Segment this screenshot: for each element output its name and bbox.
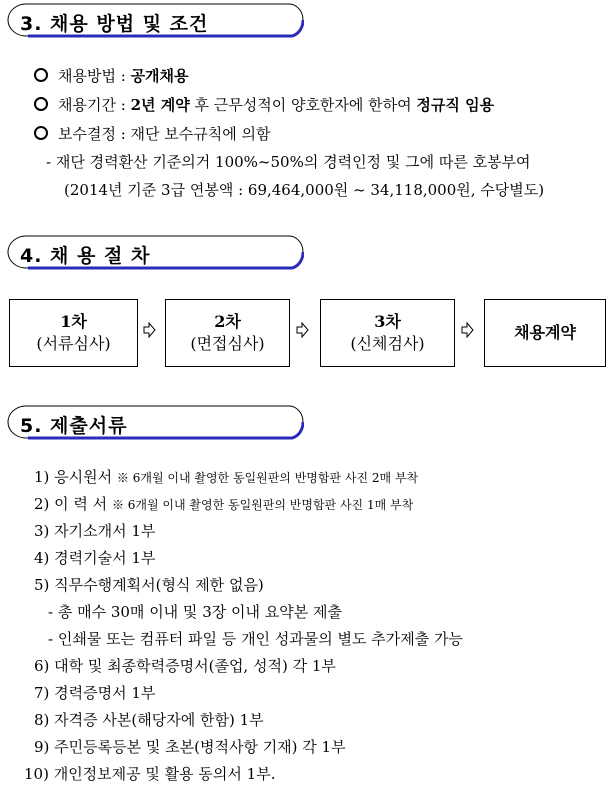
arrow-right-icon [461,322,474,338]
document-item: 4) 경력기술서 1부 [34,549,156,567]
condition-item: 보수결정 : 재단 보수규칙에 의함 [34,124,271,144]
document-item: 10) 개인정보제공 및 활용 동의서 1부. [24,765,276,783]
step-desc: (면접심사) [190,334,265,353]
step-number: 채용계약 [514,323,576,342]
document-item: 1) 응시원서 ※ 6개월 이내 촬영한 동일원판의 반명함판 사진 2매 부착 [34,468,419,486]
condition-sub: - 재단 경력환산 기준의거 100%~50%의 경력인정 및 그에 따른 호봉부여 [46,153,531,171]
process-step [320,299,455,367]
document-item: 9) 주민등록등본 및 초본(병적사항 기재) 각 1부 [34,738,346,756]
process-step [165,299,290,367]
document-item: 2) 이 력 서 ※ 6개월 이내 촬영한 동일원판의 반명함판 사진 1매 부착 [34,495,414,513]
document-item: 8) 자격증 사본(해당자에 한함) 1부 [34,711,264,729]
arrow-right-icon [143,322,156,338]
step-desc: (신체검사) [350,334,425,353]
arrow-right-icon [296,322,309,338]
step-number: 2차 [214,312,241,331]
document-sub-item: - 총 매수 30매 이내 및 3장 이내 요약본 제출 [48,603,342,621]
process-step [484,299,606,367]
section-title: 3. 채용 방법 및 조건 [20,13,209,35]
section-5-header [6,405,302,439]
step-number: 3차 [374,312,401,331]
document-item: 3) 자기소개서 1부 [34,522,156,540]
step-desc: (서류심사) [36,334,111,353]
section-title: 4. 채 용 절 차 [20,245,151,267]
document-item: 7) 경력증명서 1부 [34,684,156,702]
process-step [9,299,138,367]
condition-item: 채용기간 : 2년 계약 후 근무성적이 양호한자에 한하여 정규직 임용 [34,95,494,115]
document-sub-item: - 인쇄물 또는 컴퓨터 파일 등 개인 성과물의 별도 추가제출 가능 [48,630,464,648]
section-title: 5. 제출서류 [20,415,128,437]
document-item: 6) 대학 및 최종학력증명서(졸업, 성적) 각 1부 [34,657,336,675]
photo-note: ※ 6개월 이내 촬영한 동일원판의 반명함판 사진 1매 부착 [111,498,414,512]
circle-bullet-icon [34,126,48,140]
circle-bullet-icon [34,68,48,82]
photo-note: ※ 6개월 이내 촬영한 동일원판의 반명함판 사진 2매 부착 [116,471,419,485]
condition-item: 채용방법 : 공개채용 [34,66,189,86]
document-item: 5) 직무수행계획서(형식 제한 없음) [34,576,264,594]
section-3-header [6,3,302,37]
section-4-header [6,235,302,269]
step-number: 1차 [60,312,87,331]
condition-sub-note: (2014년 기준 3급 연봉액 : 69,464,000원 ~ 34,118,000원, 수당별도) [64,181,545,199]
circle-bullet-icon [34,97,48,111]
